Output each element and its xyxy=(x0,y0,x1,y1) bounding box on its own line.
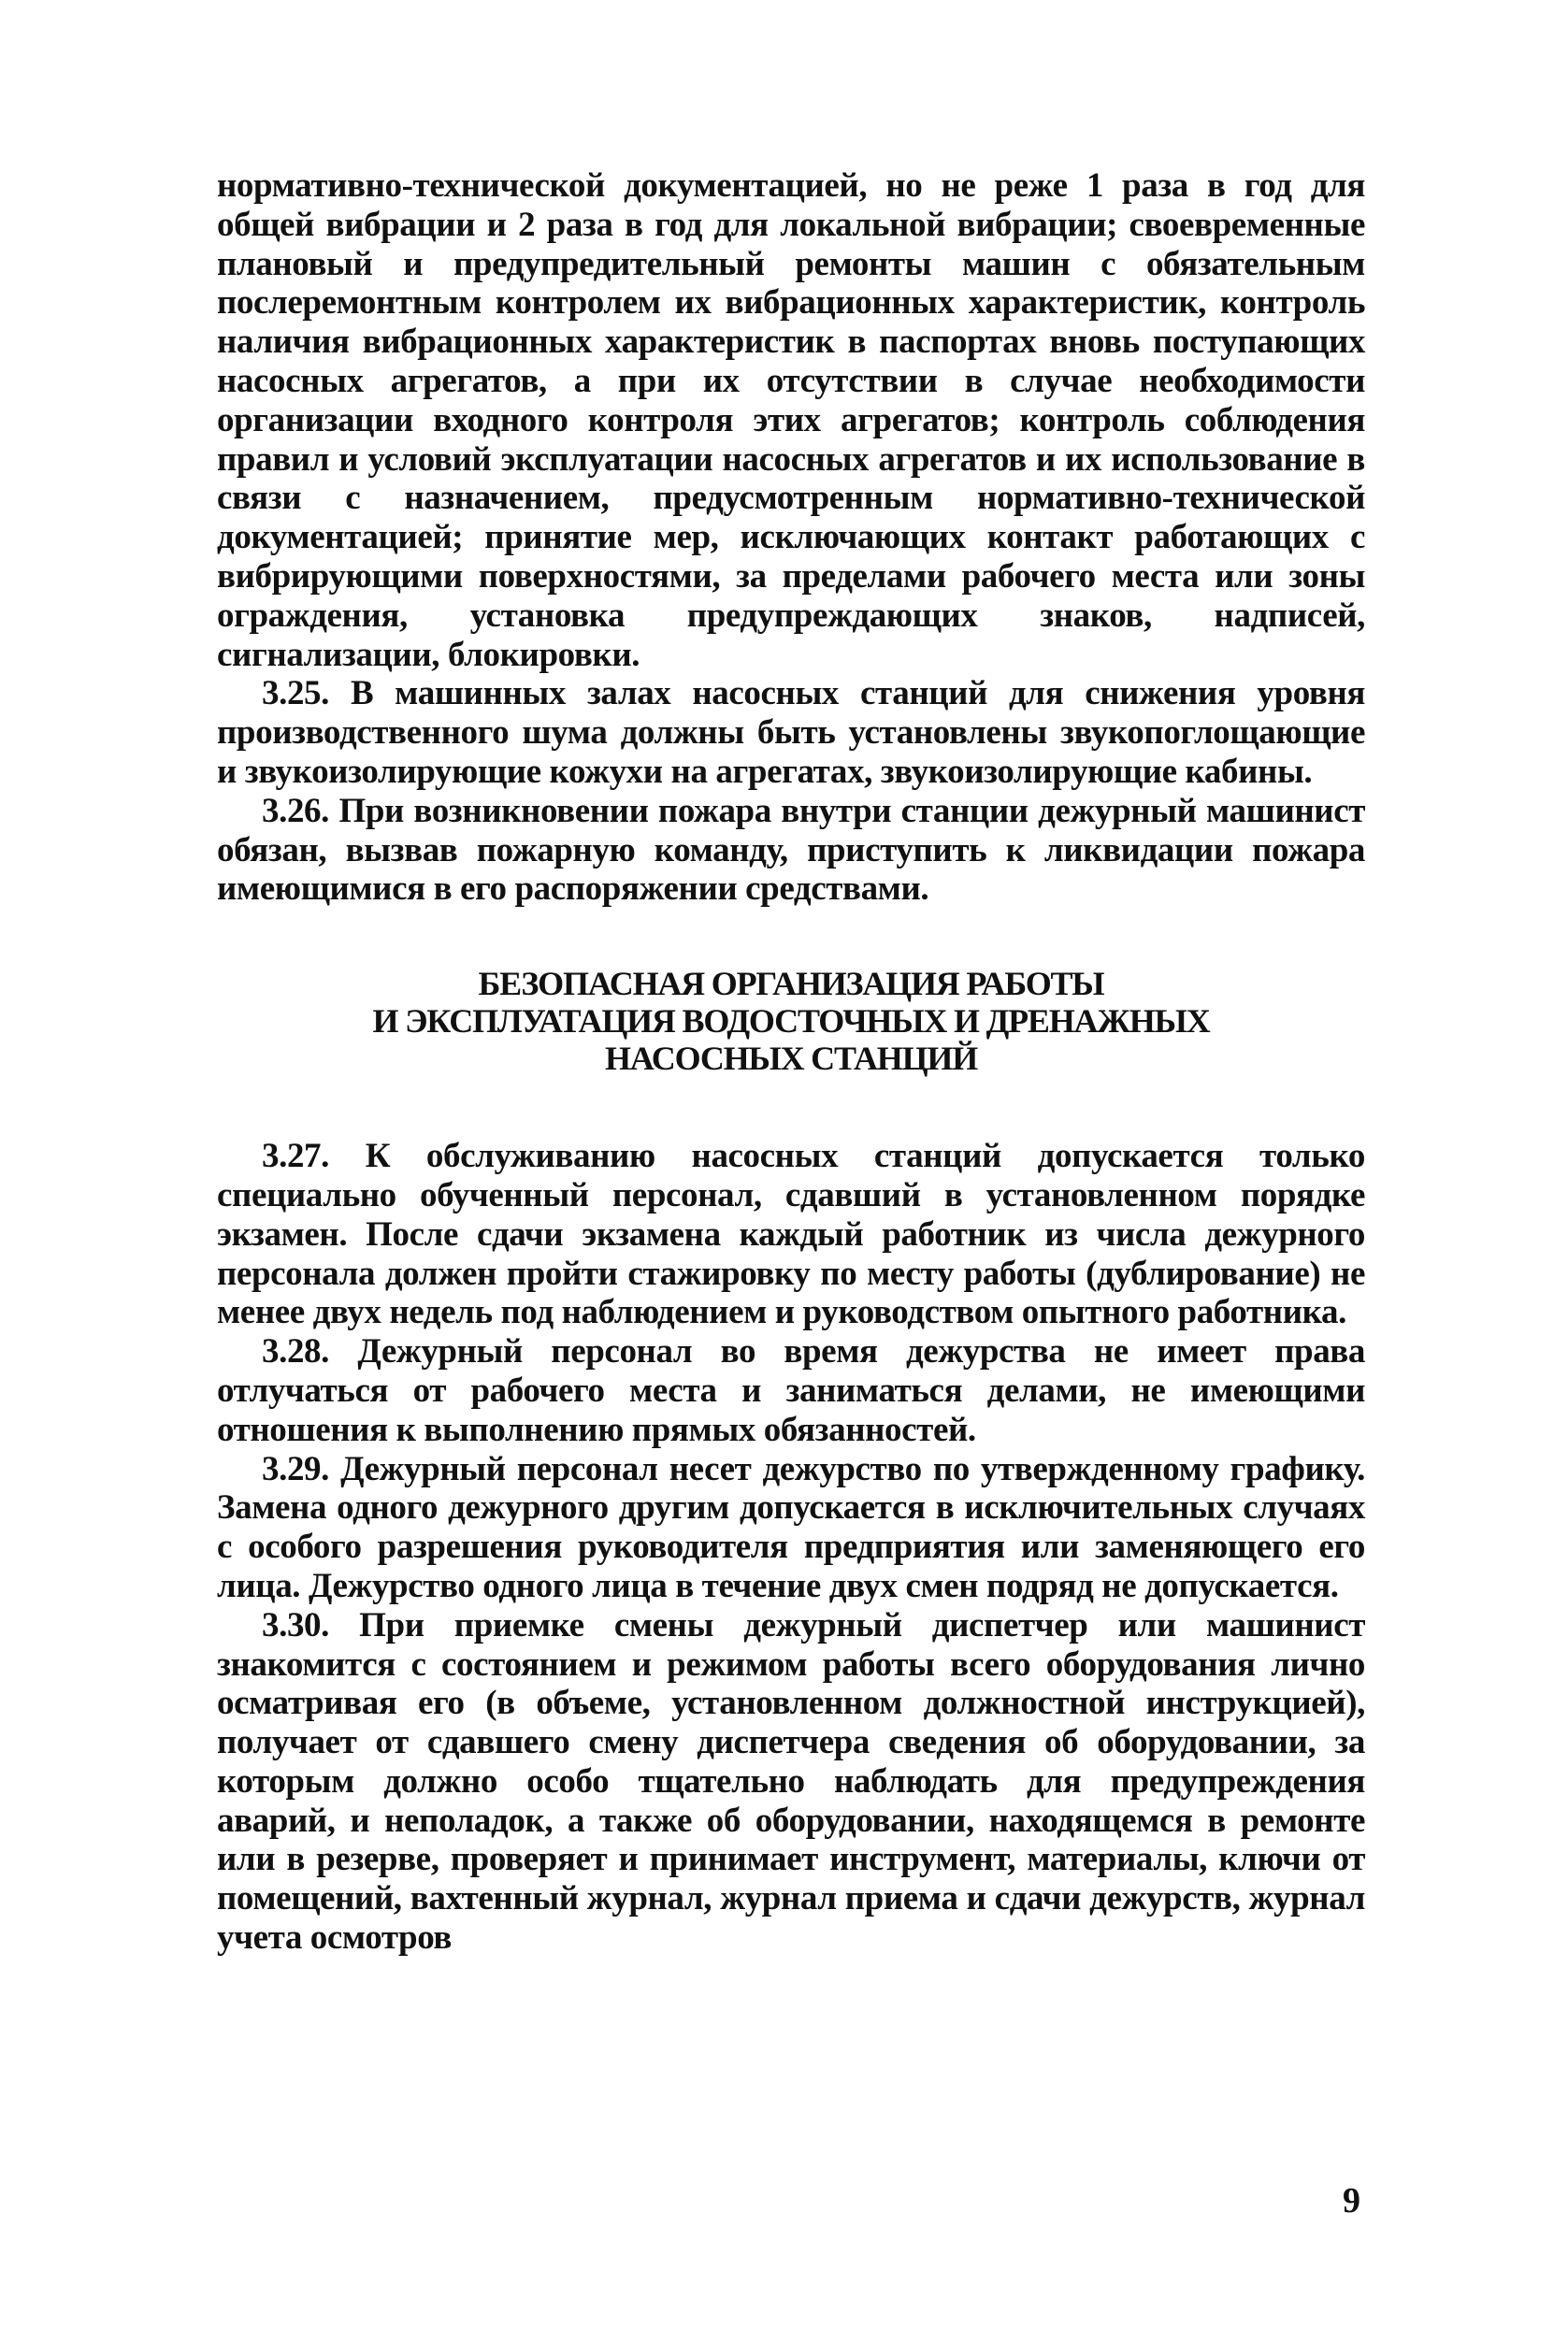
paragraph-3-26: 3.26. При возникновении пожара внутри станции дежурный машинист обязан, вызвав пожарную команду, приступить к ликвидации пожара имеющимися в его распоряжении средствами. xyxy=(217,791,1365,909)
section-heading-line-2: И ЭКСПЛУАТАЦИЯ ВОДОСТОЧНЫХ И ДРЕНАЖНЫХ xyxy=(372,1002,1210,1041)
paragraph-continuation: нормативно-технической документацией, но не реже 1 раза в год для общей вибрации и 2 раза в год для локальной вибрации; своевременные плановый и предупредительный ремонты машин с обязательным послеремонтным контролем их вибрационных характеристик, контроль наличия вибрационных характеристик в паспортах вновь поступающих насосных агрегатов, а при их отсутствии в случае необходимости организации входного контроля этих агрегатов; контроль соблюдения правил и условий эксплуатации насосных агрегатов и их использование в связи с назначением, предусмотренным нормативно-технической документацией; принятие мер, исключающих контакт работающих с вибрирующими поверхностями, за пределами рабочего места или зоны ограждения, установка предупреждающих знаков, надписей, сигнализации, блокировки. xyxy=(217,166,1365,674)
page-number: 9 xyxy=(1343,2181,1360,2220)
section-heading xyxy=(217,965,1365,1077)
section-heading-line-1: БЕЗОПАСНАЯ ОРГАНИЗАЦИЯ РАБОТЫ xyxy=(478,965,1104,1003)
section-heading-line-3: НАСОСНЫХ СТАНЦИЙ xyxy=(604,1040,978,1078)
paragraph-3-28: 3.28. Дежурный персонал во время дежурства не имеет права отлучаться от рабочего места и заниматься делами, не имеющими отношения к выполнению прямых обязанностей. xyxy=(217,1332,1365,1449)
paragraph-3-25: 3.25. В машинных залах насосных станций для снижения уровня производственного шума должны быть установлены звукопоглощающие и звукоизолирующие кожухи на агрегатах, звукоизолирующие кабины. xyxy=(217,674,1365,791)
document-page xyxy=(217,166,1365,1958)
paragraph-3-30: 3.30. При приемке смены дежурный диспетчер или машинист знакомится с состоянием и режимом работы всего оборудования лично осматривая его (в объеме, установленном должностной инструкцией), получает от сдавшего смену диспетчера сведения об оборудовании, за которым должно особо тщательно наблюдать для предупреждения аварий, и неполадок, а также об оборудовании, находящемся в ремонте или в резерве, проверяет и принимает инструмент, материалы, ключи от помещений, вахтенный журнал, журнал приема и сдачи дежурств, журнал учета осмотров xyxy=(217,1605,1365,1958)
paragraph-3-29: 3.29. Дежурный персонал несет дежурство по утвержденному графику. Замена одного дежурного другим допускается в исключительных случаях с особого разрешения руководителя предприятия или заменяющего его лица. Дежурство одного лица в течение двух смен подряд не допускается. xyxy=(217,1449,1365,1605)
paragraph-3-27: 3.27. К обслуживанию насосных станций допускается только специально обученный персонал, сдавший в установленном порядке экзамен. После сдачи экзамена каждый работник из числа дежурного персонала должен пройти стажировку по месту работы (дублирование) не менее двух недель под наблюдением и руководством опытного работника. xyxy=(217,1137,1365,1332)
